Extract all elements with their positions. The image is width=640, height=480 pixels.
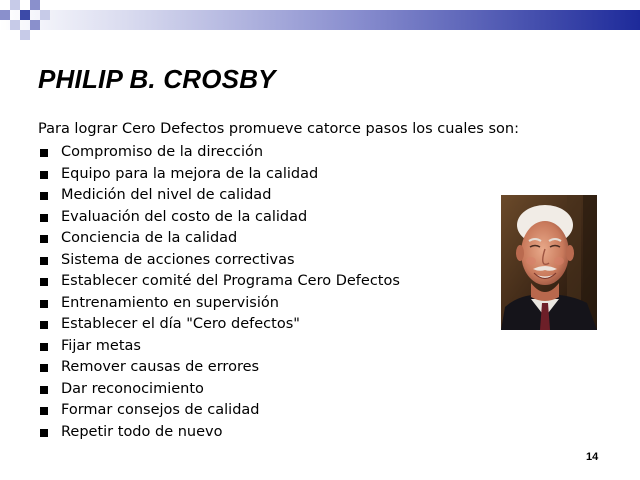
bullet-square-icon [40, 429, 48, 437]
corner-square [10, 20, 20, 30]
corner-square [0, 10, 10, 20]
corner-square [20, 10, 30, 20]
header-gradient-band [0, 10, 640, 30]
step-label: Repetir todo de nuevo [61, 423, 223, 440]
bullet-square-icon [40, 321, 48, 329]
step-label: Sistema de acciones correctivas [61, 251, 295, 268]
bullet-square-icon [40, 343, 48, 351]
bullet-square-icon [40, 214, 48, 222]
corner-square [30, 0, 40, 10]
bullet-square-icon [40, 171, 48, 179]
step-label: Formar consejos de calidad [61, 402, 260, 418]
intro-text: Para lograr Cero Defectos promueve catorce pasos los cuales son: [38, 121, 519, 137]
corner-square [10, 0, 20, 10]
step-label: Remover causas de errores [61, 359, 260, 375]
bullet-square-icon [40, 278, 48, 286]
step-label: Establecer el día "Cero defectos" [61, 316, 300, 332]
step-label: Conciencia de la calidad [61, 230, 238, 246]
bullet-square-icon [40, 300, 48, 308]
bullet-square-icon [40, 386, 48, 394]
bullet-square-icon [40, 235, 48, 243]
bullet-square-icon [40, 257, 48, 265]
step-label: Equipo para la mejora de la calidad [61, 165, 319, 182]
step-label: Medición del nivel de calidad [61, 187, 272, 203]
bullet-square-icon [40, 192, 48, 200]
bullet-square-icon [40, 407, 48, 415]
bullet-square-icon [40, 149, 48, 157]
step-label: Evaluación del costo de la calidad [61, 208, 308, 225]
corner-square [40, 10, 50, 20]
step-label: Establecer comité del Programa Cero Defectos [61, 273, 400, 289]
portrait-icon [501, 195, 597, 330]
step-label: Entrenamiento en supervisión [61, 294, 279, 311]
corner-square [20, 30, 30, 40]
portrait-photo [501, 195, 597, 330]
step-label: Fijar metas [61, 337, 141, 354]
step-label: Compromiso de la dirección [61, 144, 264, 160]
bullet-square-icon [40, 364, 48, 372]
slide-title: PHILIP B. CROSBY [38, 64, 276, 94]
corner-squares-decoration [0, 0, 60, 40]
page-number: 14 [586, 451, 599, 463]
step-label: Dar reconocimiento [61, 380, 204, 397]
corner-square [30, 20, 40, 30]
